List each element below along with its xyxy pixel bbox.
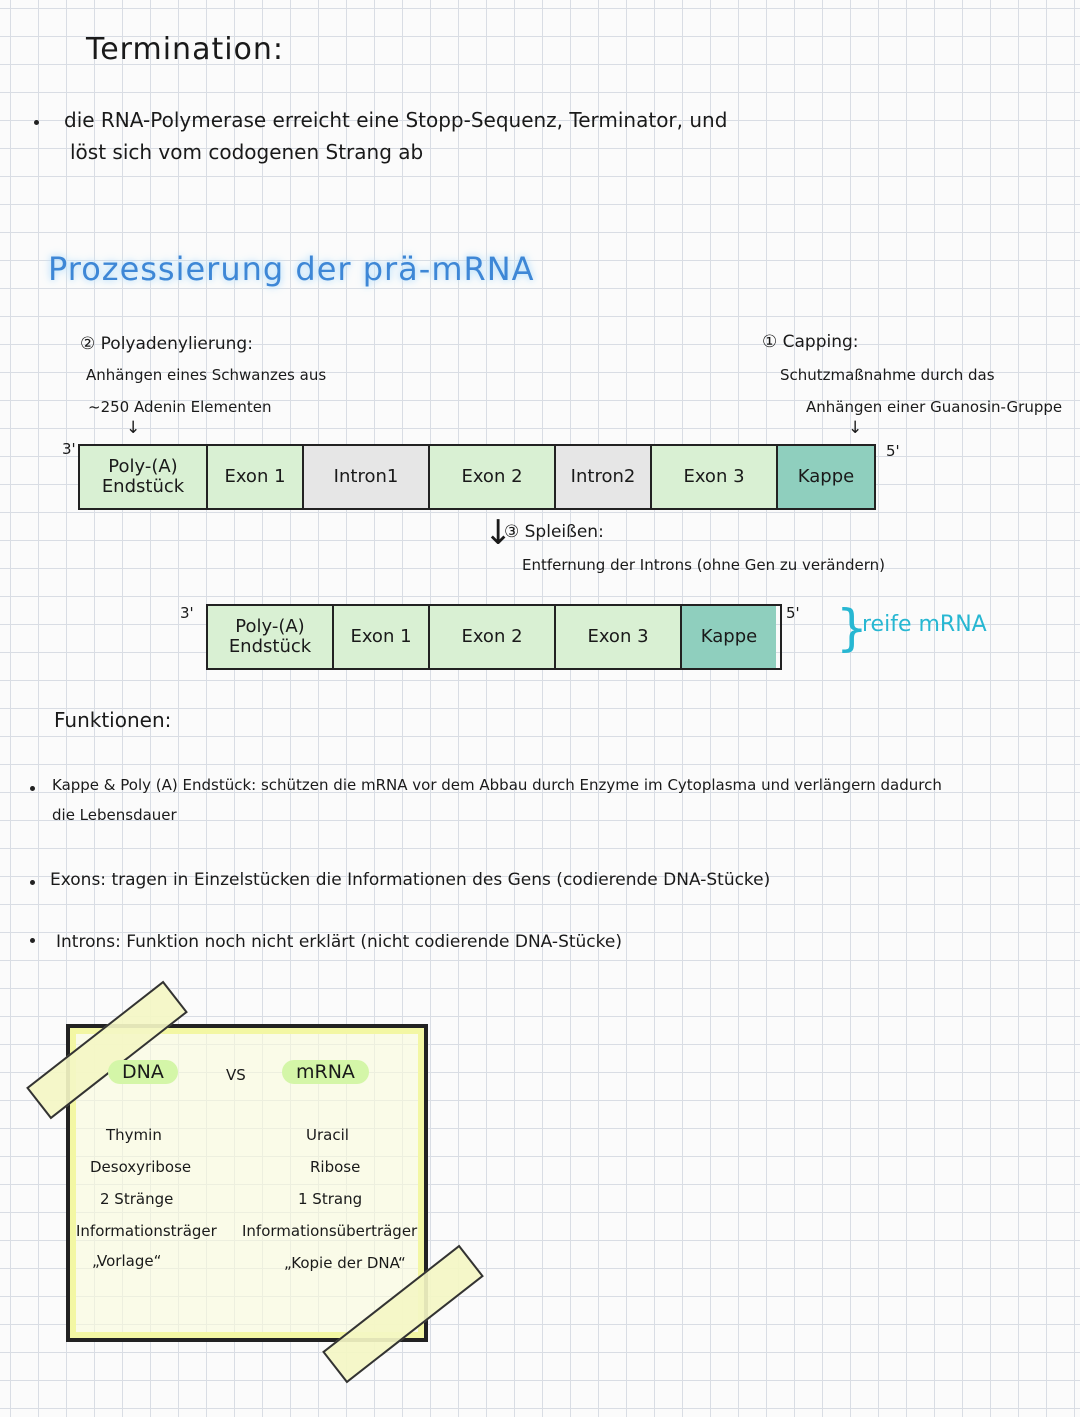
funktionen-title: Funktionen: xyxy=(54,708,172,732)
bullet xyxy=(30,880,35,885)
mature-mrna-label: reife mRNA xyxy=(862,612,987,637)
mrna-title xyxy=(282,1060,369,1084)
termination-title: Termination: xyxy=(86,32,285,67)
spleissen-label: ③ Spleißen: xyxy=(504,522,604,542)
down-arrow-icon: ↓ xyxy=(848,418,863,438)
dna-item: Informationsträger xyxy=(76,1222,217,1240)
segment-poly-a: Poly-(A) Endstück xyxy=(208,606,334,668)
mrna-item: Ribose xyxy=(310,1158,361,1176)
mrna-item: 1 Strang xyxy=(298,1190,363,1208)
segment-exon-1: Exon 1 xyxy=(208,446,304,508)
segment-kappe: Kappe xyxy=(682,606,776,668)
capping-label: ① Capping: xyxy=(762,332,859,352)
bullet xyxy=(30,786,35,791)
funktion-exons: Exons: tragen in Einzelstücken die Informationen des Gens (codierende DNA-Stücke) xyxy=(50,870,771,890)
section-title: Prozessierung der prä-mRNA xyxy=(48,250,535,288)
segment-exon-2: Exon 2 xyxy=(430,606,556,668)
mrna-item: Informationsüberträger xyxy=(242,1222,418,1240)
down-arrow-icon: ↓ xyxy=(484,513,513,553)
segment-exon-2: Exon 2 xyxy=(430,446,556,508)
dna-item: Thymin xyxy=(106,1126,162,1144)
brace-icon: } xyxy=(836,599,868,657)
termination-line1: die RNA-Polymerase erreicht eine Stopp-Sequenz, Terminator, und xyxy=(64,108,728,132)
funktion-kappe-cont: die Lebensdauer xyxy=(52,806,177,824)
segment-intron-2: Intron2 xyxy=(556,446,652,508)
segment-intron-1: Intron1 xyxy=(304,446,430,508)
capping-line2: Anhängen einer Guanosin-Gruppe xyxy=(806,398,1063,416)
vs-label: VS xyxy=(226,1066,246,1084)
segment-exon-3: Exon 3 xyxy=(556,606,682,668)
segment-exon-3: Exon 3 xyxy=(652,446,778,508)
pre-mrna-strip xyxy=(78,444,876,510)
polyadenylierung-line1: Anhängen eines Schwanzes aus xyxy=(86,366,327,384)
bullet xyxy=(34,120,39,125)
funktion-introns: Introns: Funktion noch nicht erklärt (nicht codierende DNA-Stücke) xyxy=(56,932,622,952)
spleissen-description: Entfernung der Introns (ohne Gen zu verändern) xyxy=(522,556,885,574)
segment-exon-1: Exon 1 xyxy=(334,606,430,668)
funktion-kappe: Kappe & Poly (A) Endstück: schützen die mRNA vor dem Abbau durch Enzyme im Cytoplasma und verlängern dadurch xyxy=(52,776,942,794)
dna-title xyxy=(108,1060,178,1084)
segment-poly-a: Poly-(A) Endstück xyxy=(80,446,208,508)
three-prime-end: 3' xyxy=(180,604,194,622)
mrna-item: Uracil xyxy=(306,1126,349,1144)
termination-line2: löst sich vom codogenen Strang ab xyxy=(70,140,424,164)
five-prime-end: 5' xyxy=(886,442,900,460)
mrna-title-text: mRNA xyxy=(282,1060,369,1084)
bullet xyxy=(30,938,35,943)
capping-line1: Schutzmaßnahme durch das xyxy=(780,366,995,384)
down-arrow-icon: ↓ xyxy=(126,418,141,438)
polyadenylierung-label: ② Polyadenylierung: xyxy=(80,334,253,354)
mature-mrna-strip xyxy=(206,604,782,670)
five-prime-end: 5' xyxy=(786,604,800,622)
polyadenylierung-line2: ~250 Adenin Elementen xyxy=(88,398,272,416)
three-prime-end: 3' xyxy=(62,440,76,458)
mrna-item: „Kopie der DNA“ xyxy=(284,1254,406,1272)
dna-item: „Vorlage“ xyxy=(92,1252,162,1270)
dna-item: 2 Stränge xyxy=(100,1190,174,1208)
dna-item: Desoxyribose xyxy=(90,1158,192,1176)
dna-title-text: DNA xyxy=(108,1060,178,1084)
segment-kappe: Kappe xyxy=(778,446,874,508)
